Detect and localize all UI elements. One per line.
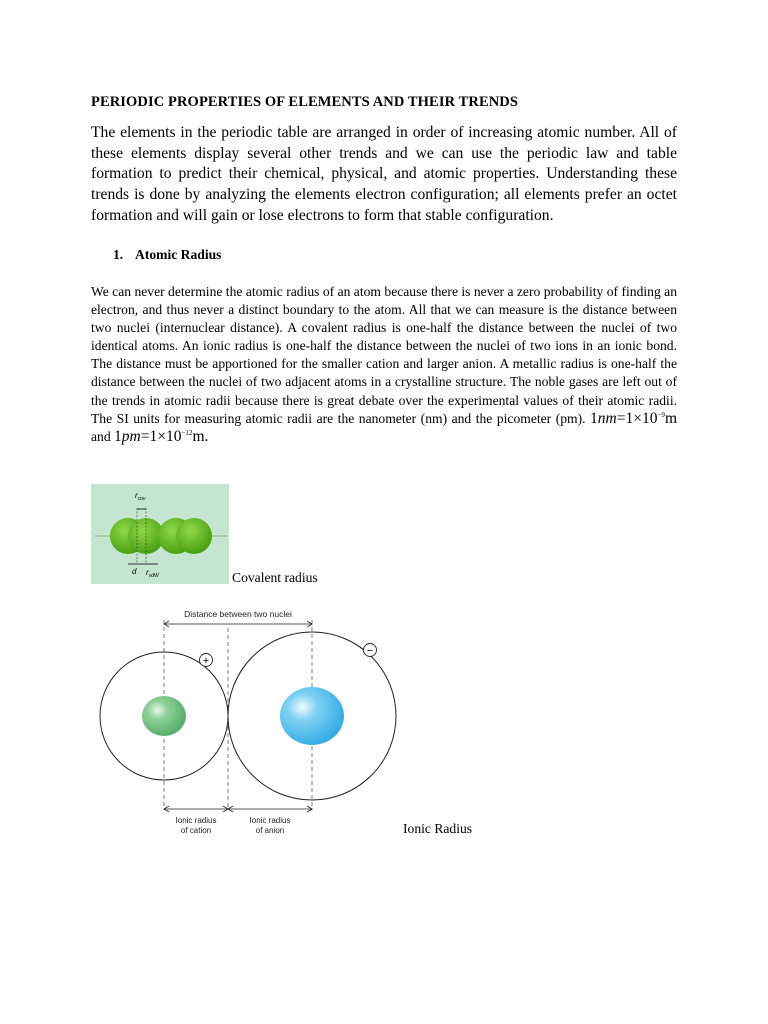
atom-4 [176, 518, 212, 554]
intro-paragraph: The elements in the periodic table are arranged in order of increasing atomic number. All of these elements display several other trends and we can use the periodic law and table formation to predict their chemical, physical, and atomic properties. Understanding these trends is done by analyzing the elements electron configuration; all elements prefer an octet formation and will gain or lose electrons to form that stable configuration. [91, 124, 677, 224]
section-heading [113, 247, 221, 263]
anion-label-line2: of anion [255, 826, 285, 835]
anion-nucleus [280, 687, 344, 745]
section-number: 1. [113, 247, 124, 262]
cation-label-line1: Ionic radius [175, 816, 217, 825]
anion-label-line1: Ionic radius [249, 816, 291, 825]
covalent-caption: Covalent radius [232, 570, 318, 585]
atomic-radius-paragraph [91, 283, 677, 446]
section-title: Atomic Radius [135, 247, 222, 262]
page-title: PERIODIC PROPERTIES OF ELEMENTS AND THEIR TRENDS [91, 94, 519, 110]
vdw-label: $r_{vdW}$ [146, 568, 159, 579]
cation-sign: + [202, 655, 210, 667]
nm-equation: $1nm=1\times 10^{-9}m$ [590, 409, 677, 427]
atomic-radius-text: We can never determine the atomic radius of an atom because there is never a zero probability of finding an electron, and thus never a distinct boundary to the atom. All that we can measure is the distance between two nuclei (internuclear distance). A covalent radius is one-half the distance between the nuclei of two identical atoms. An ionic radius is one-half the distance between the nuclei of two ions in an ionic bond. The distance must be apportioned for the smaller cation and larger anion. A metallic radius is one-half the distance between the nuclei of two adjacent atoms in a crystalline structure. The noble gases are left out of the trends in atomic radii because there is great debate over the experimental values of their atomic radii. The SI units for measuring atomic radii are the nanometer (nm) and the picometer (pm). [91, 284, 677, 426]
distance-label: Distance between two nuclei [184, 609, 292, 619]
connector-text: and [91, 428, 111, 444]
pm-equation: $1pm=1\times 10^{-12}m$. [114, 427, 209, 445]
cation-label-line2: of cation [180, 826, 212, 835]
ionic-caption: Ionic Radius [403, 821, 473, 836]
d-label: d [132, 567, 137, 576]
cov-label: $r_{cov}$ [135, 491, 146, 502]
anion-sign: − [366, 645, 374, 657]
cation-nucleus [142, 696, 186, 736]
covalent-radius-figure [91, 484, 229, 584]
ionic-radius-figure [96, 604, 398, 840]
